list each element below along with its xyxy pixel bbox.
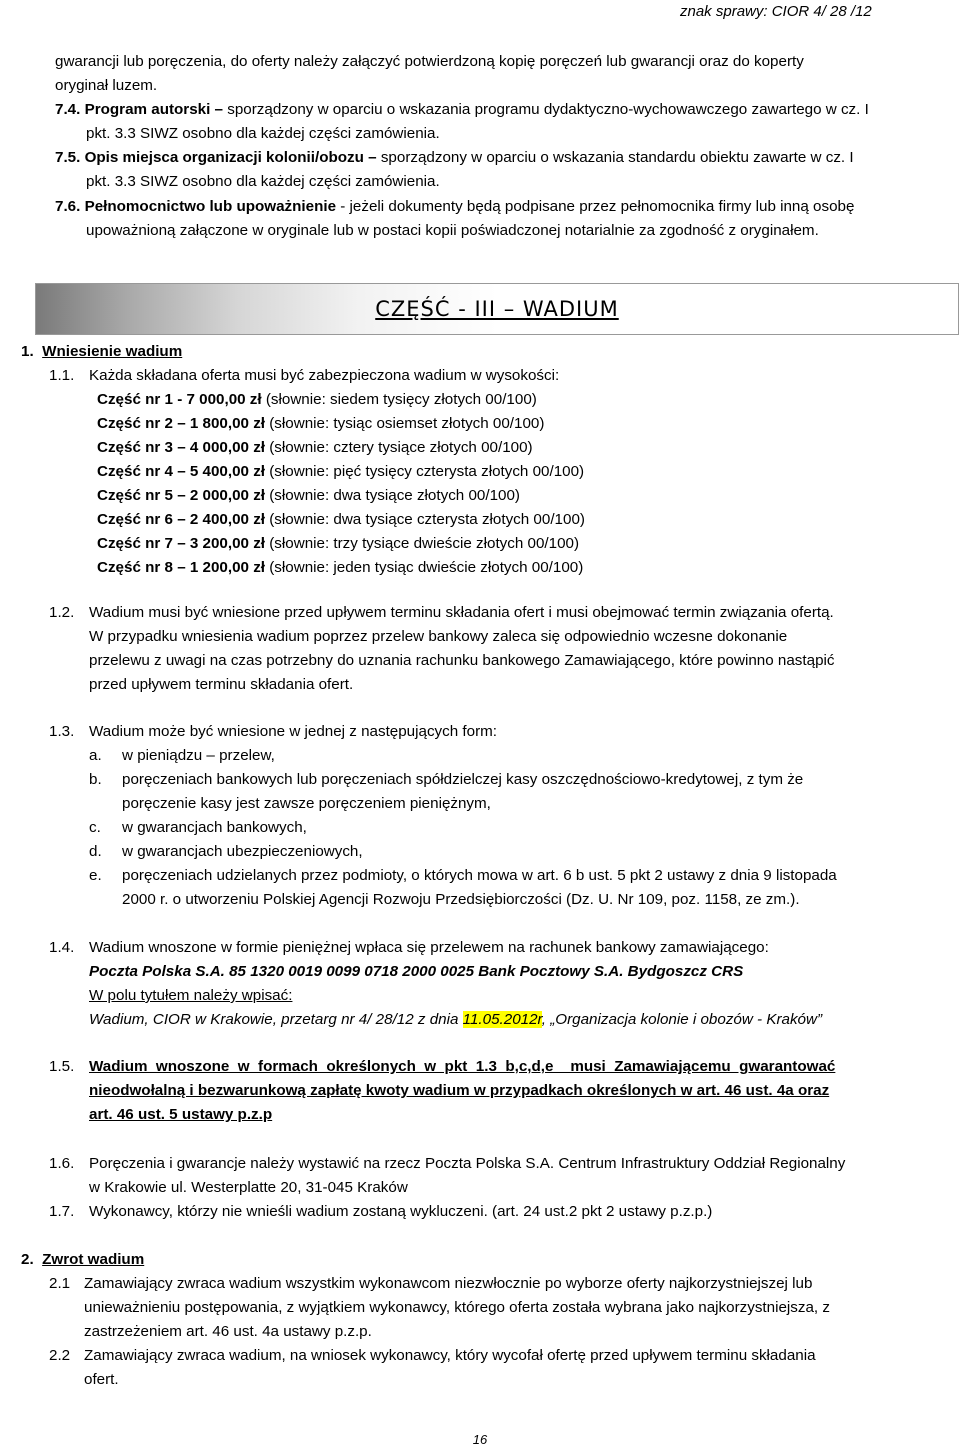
intro-line-1: gwarancji lub poręczenia, do oferty należy załączyć potwierdzoną kopię poręczeń lub gwarancji oraz do koperty <box>55 53 804 70</box>
form-a-marker: a. <box>89 747 102 764</box>
item-2-2-number: 2.2 <box>49 1347 71 1364</box>
item-1-2-line-3: przelewu z uwagi na czas potrzebny do uznania rachunku bankowego Zamawiającego, które powinno nastąpić <box>89 652 835 669</box>
transfer-title-date: 11.05.2012r <box>462 1011 542 1028</box>
part-row <box>97 534 579 554</box>
item-1-5-line-1: Wadium wnoszone w formach określonych w pkt 1.3 b,c,d,e musi Zamawiającemu gwarantować <box>89 1058 836 1075</box>
page-number: 16 <box>472 1432 488 1447</box>
item-1-6-line-2: w Krakowie ul. Westerplatte 20, 31-045 Kraków <box>89 1179 408 1196</box>
item-7-6-number: 7.6. <box>55 198 81 215</box>
item-1-7-number: 1.7. <box>49 1203 75 1220</box>
item-1-5-line-2: nieodwołalną i bezwarunkową zapłatę kwoty wadium w przypadkach określonych w art. 46 ust. 4a oraz <box>89 1082 830 1099</box>
part-label: Część nr 3 – 4 000,00 zł <box>97 439 266 456</box>
transfer-title-text-end: , „Organizacja kolonie i obozów - Kraków” <box>541 1011 823 1028</box>
item-2-1-line-3: zastrzeżeniem art. 46 ust. 4a ustawy p.z.p. <box>84 1323 372 1340</box>
item-7-6 <box>55 197 854 217</box>
form-b-text-cont: poręczenie kasy jest zawsze poręczeniem pieniężnym, <box>122 795 491 812</box>
item-7-6-title: Pełnomocnictwo lub upoważnienie <box>84 198 337 215</box>
case-reference: znak sprawy: CIOR 4/ 28 /12 <box>680 3 872 20</box>
transfer-title <box>89 1010 822 1030</box>
form-e-text-cont: 2000 r. o utworzeniu Polskiej Agencji Rozwoju Przedsiębiorczości (Dz. U. Nr 109, poz. 1158, ze zm.). <box>122 891 800 908</box>
section-2-title: Zwrot wadium <box>42 1251 145 1268</box>
item-7-6-text: - jeżeli dokumenty będą podpisane przez pełnomocnika firmy lub inną osobę <box>340 198 855 215</box>
part-amount-words: (słownie: cztery tysiące złotych 00/100) <box>269 439 533 456</box>
item-1-2-line-4: przed upływem terminu składania ofert. <box>89 676 354 693</box>
item-1-5-number: 1.5. <box>49 1058 75 1075</box>
item-7-4-line-2: pkt. 3.3 SIWZ osobno dla każdej części zamówienia. <box>86 125 440 142</box>
item-1-2-line-2: W przypadku wniesienia wadium poprzez przelew bankowy zaleca się odpowiednio wczesne dokonanie <box>89 628 788 645</box>
item-2-2-line-1: Zamawiający zwraca wadium, na wniosek wykonawcy, który wycofał ofertę przed upływem terminu składania <box>84 1347 816 1364</box>
item-1-5-line-3: art. 46 ust. 5 ustawy p.z.p <box>89 1106 273 1123</box>
item-7-5 <box>55 148 854 168</box>
form-b-marker: b. <box>89 771 102 788</box>
item-7-4-title: Program autorski – <box>84 101 224 118</box>
part-label: Część nr 5 – 2 000,00 zł <box>97 487 266 504</box>
part-amount-words: (słownie: jeden tysiąc dwieście złotych 00/100) <box>269 559 584 576</box>
item-7-5-title: Opis miejsca organizacji kolonii/obozu – <box>84 149 377 166</box>
part-label: Część nr 6 – 2 400,00 zł <box>97 511 266 528</box>
transfer-title-text: Wadium, CIOR w Krakowie, przetarg nr 4/ 28/12 z dnia <box>89 1011 463 1028</box>
part-row <box>97 390 537 410</box>
part-label: Część nr 4 – 5 400,00 zł <box>97 463 266 480</box>
item-7-6-line-2: upoważnioną załączone w oryginale lub w postaci kopii poświadczonej notarialnie za zgodność z oryginałem. <box>86 222 819 239</box>
part-label: Część nr 7 – 3 200,00 zł <box>97 535 266 552</box>
part-row <box>97 510 585 530</box>
item-1-3-text: Wadium może być wniesione w jednej z następujących form: <box>89 723 497 740</box>
form-d-marker: d. <box>89 843 102 860</box>
part-row <box>97 558 583 578</box>
form-c-marker: c. <box>89 819 101 836</box>
item-1-6-number: 1.6. <box>49 1155 75 1172</box>
part-amount-words: (słownie: dwa tysiące złotych 00/100) <box>269 487 520 504</box>
intro-line-2: oryginał luzem. <box>55 77 158 94</box>
part-amount-words: (słownie: tysiąc osiemset złotych 00/100) <box>269 415 545 432</box>
item-2-1-number: 2.1 <box>49 1275 71 1292</box>
item-7-5-line-2: pkt. 3.3 SIWZ osobno dla każdej części zamówienia. <box>86 173 440 190</box>
item-2-1-line-1: Zamawiający zwraca wadium wszystkim wykonawcom niezwłocznie po wyborze oferty najkorzystniejszej lub <box>84 1275 813 1292</box>
item-7-4 <box>55 100 869 120</box>
form-c-text: w gwarancjach bankowych, <box>122 819 307 836</box>
part-amount-words: (słownie: trzy tysiące dwieście złotych 00/100) <box>269 535 580 552</box>
item-1-1-text: Każda składana oferta musi być zabezpieczona wadium w wysokości: <box>89 367 560 384</box>
item-7-5-text: sporządzony w oparciu o wskazania standardu obiektu zawarte w cz. I <box>380 149 854 166</box>
item-1-6-line-1: Poręczenia i gwarancje należy wystawić na rzecz Poczta Polska S.A. Centrum Infrastruktury Oddział Regionalny <box>89 1155 846 1172</box>
item-1-4-text: Wadium wnoszone w formie pieniężnej wpłaca się przelewem na rachunek bankowy zamawiającego: <box>89 939 769 956</box>
bank-account: Poczta Polska S.A. 85 1320 0019 0099 0718 2000 0025 Bank Pocztowy S.A. Bydgoszcz CRS <box>89 963 744 980</box>
part-row <box>97 414 544 434</box>
part-amount-words: (słownie: siedem tysięcy złotych 00/100) <box>265 391 537 408</box>
item-1-4-number: 1.4. <box>49 939 75 956</box>
form-e-marker: e. <box>89 867 102 884</box>
section-title: CZĘŚĆ - III – WADIUM <box>375 297 619 321</box>
part-row <box>97 438 533 458</box>
part-label: Część nr 2 – 1 800,00 zł <box>97 415 266 432</box>
part-label: Część nr 8 – 1 200,00 zł <box>97 559 266 576</box>
section-1-number: 1. <box>21 343 34 360</box>
section-banner <box>35 283 959 335</box>
section-1-heading <box>21 342 182 362</box>
item-7-4-number: 7.4. <box>55 101 81 118</box>
part-row <box>97 486 520 506</box>
item-2-1-line-2: unieważnieniu postępowania, z wyjątkiem wykonawcy, którego oferta została wybrana jako najkorzystniejsza, z <box>84 1299 830 1316</box>
item-1-1-number: 1.1. <box>49 367 75 384</box>
item-1-3-number: 1.3. <box>49 723 75 740</box>
form-d-text: w gwarancjach ubezpieczeniowych, <box>122 843 363 860</box>
part-label: Część nr 1 - 7 000,00 zł <box>97 391 262 408</box>
section-2-heading <box>21 1250 144 1270</box>
form-e-text: poręczeniach udzielanych przez podmioty, o których mowa w art. 6 b ust. 5 pkt 2 ustawy z dnia 9 listopada <box>122 867 837 884</box>
transfer-title-label: W polu tytułem należy wpisać: <box>89 987 293 1004</box>
form-b-text: poręczeniach bankowych lub poręczeniach spółdzielczej kasy oszczędnościowo-kredytowej, z tym że <box>122 771 804 788</box>
part-amount-words: (słownie: pięć tysięcy czterysta złotych 00/100) <box>269 463 585 480</box>
item-7-4-text: sporządzony w oparciu o wskazania programu dydaktyczno-wychowawczego zawartego w cz. I <box>227 101 869 118</box>
item-1-7-text: Wykonawcy, którzy nie wnieśli wadium zostaną wykluczeni. (art. 24 ust.2 pkt 2 ustawy p.z.p.) <box>89 1203 713 1220</box>
item-2-2-line-2: ofert. <box>84 1371 119 1388</box>
item-7-5-number: 7.5. <box>55 149 81 166</box>
section-2-number: 2. <box>21 1251 34 1268</box>
item-1-2-line-1: Wadium musi być wniesione przed upływem terminu składania ofert i musi obejmować termin związania ofertą. <box>89 604 834 621</box>
section-1-title: Wniesienie wadium <box>42 343 183 360</box>
form-a-text: w pieniądzu – przelew, <box>122 747 275 764</box>
item-1-2-number: 1.2. <box>49 604 75 621</box>
part-row <box>97 462 584 482</box>
part-amount-words: (słownie: dwa tysiące czterysta złotych 00/100) <box>269 511 585 528</box>
